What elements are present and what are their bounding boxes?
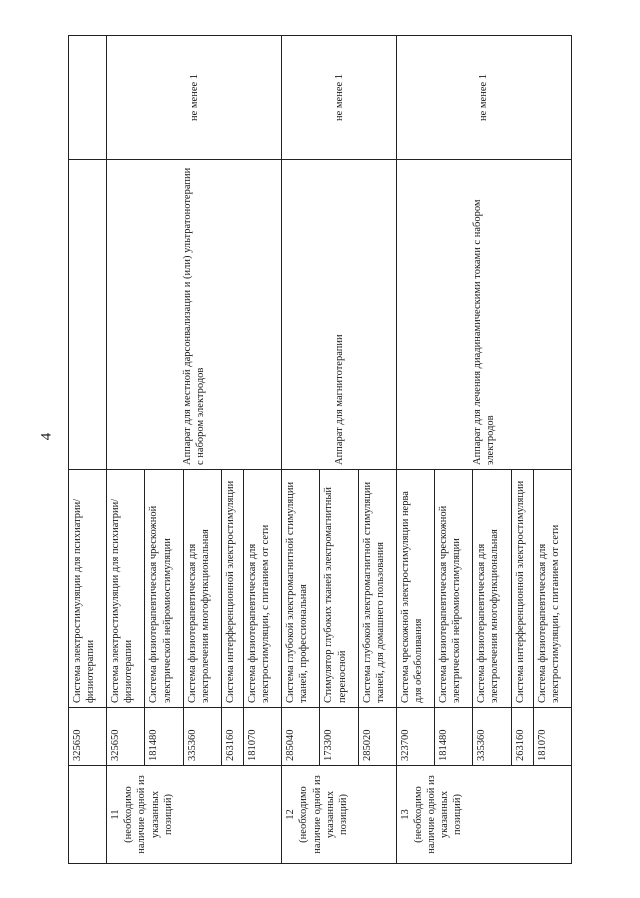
row-number-cell [396, 766, 571, 864]
row-number-cell [282, 766, 397, 864]
apparatus-cell: Аппарат для магнитотерапии [282, 160, 397, 470]
item-name-cell: Система электростимуляции для психиатрии/физиотерапии [69, 470, 107, 708]
code-cell: 181480 [435, 708, 473, 766]
quantity-cell: не менее 1 [396, 36, 571, 160]
code-cell: 285020 [358, 708, 396, 766]
row-note: (необходимо наличие одной из указанных позиций) [298, 775, 349, 854]
item-name-cell: Система интерференционной электростимуляции [221, 470, 243, 708]
table-row [396, 36, 434, 864]
row-number: 12 [285, 809, 297, 820]
item-name-cell: Система физиотерапевтическая для электролечения многофункциональная [183, 470, 221, 708]
row-number-cell [107, 766, 282, 864]
item-name-cell: Стимулятор глубоких тканей электромагнитный переносной [320, 470, 358, 708]
code-cell: 263160 [511, 708, 533, 766]
code-cell: 323700 [396, 708, 434, 766]
row-number: 13 [399, 809, 411, 820]
apparatus-cell: Аппарат для лечения диадинамическими токами с набором электродов [396, 160, 571, 470]
item-name-cell: Система физиотерапевтическая для электростимуляции, с питанием от сети [533, 470, 571, 708]
code-cell: 335360 [473, 708, 511, 766]
code-cell: 325650 [107, 708, 145, 766]
item-name-cell: Система физиотерапевтическая для электростимуляции, с питанием от сети [244, 470, 282, 708]
code-cell: 181070 [244, 708, 282, 766]
code-cell: 285040 [282, 708, 320, 766]
table-row [282, 36, 320, 864]
quantity-cell: не менее 1 [282, 36, 397, 160]
page-number: 4 [38, 432, 55, 441]
item-name-cell: Система физиотерапевтическая чрескожной электрической нейромиостимуляции [145, 470, 183, 708]
apparatus-cell: Аппарат для местной дарсонвализации и (или) ультратонотерапии с набором электродов [107, 160, 282, 470]
row-note: (необходимо наличие одной из указанных позиций) [123, 775, 174, 854]
code-cell: 335360 [183, 708, 221, 766]
apparatus-cell [69, 160, 107, 470]
item-name-cell: Система электростимуляции для психиатрии/физиотерапии [107, 470, 145, 708]
code-cell: 173300 [320, 708, 358, 766]
item-name-cell: Система интерференционной электростимуляции [511, 470, 533, 708]
item-name-cell: Система чрескожной электростимуляции нерва для обезболивания [396, 470, 434, 708]
table-row [69, 36, 107, 864]
row-number-cell [69, 766, 107, 864]
code-cell: 263160 [221, 708, 243, 766]
code-cell: 325650 [69, 708, 107, 766]
item-name-cell: Система глубокой электромагнитной стимуляции тканей, для домашнего пользования [358, 470, 396, 708]
code-cell: 181070 [533, 708, 571, 766]
code-cell: 181480 [145, 708, 183, 766]
item-name-cell: Система физиотерапевтическая чрескожной электрической нейромиостимуляции [435, 470, 473, 708]
equipment-table [68, 35, 572, 864]
quantity-cell: не менее 1 [107, 36, 282, 160]
quantity-cell [69, 36, 107, 160]
item-name-cell: Система физиотерапевтическая для электролечения многофункциональная [473, 470, 511, 708]
row-number: 11 [110, 809, 122, 820]
row-note: (необходимо наличие одной из указанных позиций) [413, 775, 464, 854]
item-name-cell: Система глубокой электромагнитной стимуляции тканей, профессиональная [282, 470, 320, 708]
table-row [107, 36, 145, 864]
